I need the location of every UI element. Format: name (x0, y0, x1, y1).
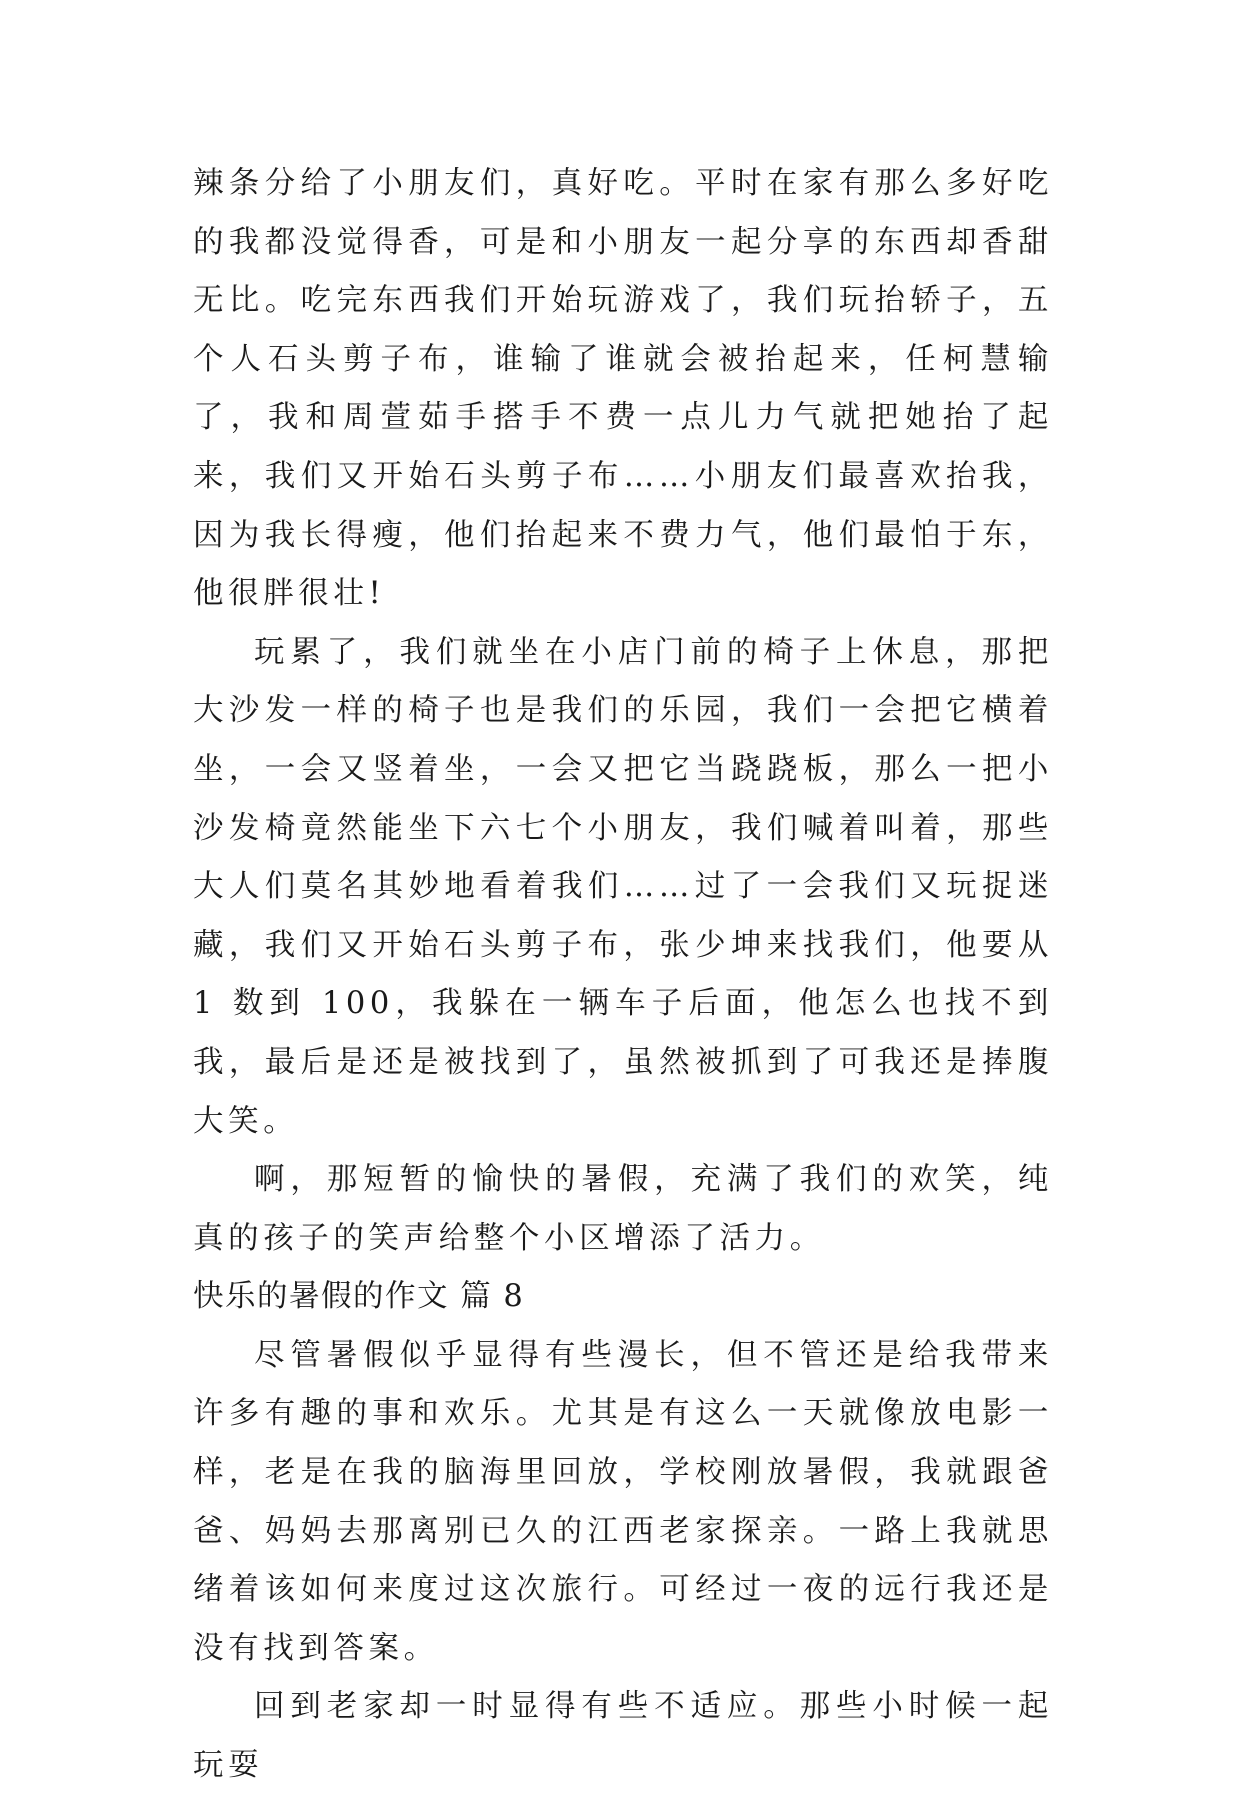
paragraph-1: 辣条分给了小朋友们，真好吃。平时在家有那么多好吃的我都没觉得香，可是和小朋友一起分享的东西却香甜无比。吃完东西我们开始玩游戏了，我们玩抬轿子，五个人石头剪子布，谁输了谁就会被抬起来，任柯慧输了，我和周萱茹手搭手不费一点儿力气就把她抬了起来，我们又开始石头剪子布……小朋友们最喜欢抬我，因为我长得瘦，他们抬起来不费力气，他们最怕于东，他很胖很壮! (193, 166, 1053, 612)
section-heading: 快乐的暑假的作文 篇 8 (193, 1279, 525, 1315)
document-page (193, 155, 1053, 1796)
paragraph-2: 玩累了，我们就坐在小店门前的椅子上休息，那把大沙发一样的椅子也是我们的乐园，我们一会把它横着坐，一会又竖着坐，一会又把它当跷跷板，那么一把小沙发椅竟然能坐下六七个小朋友，我们喊着叫着，那些大人们莫名其妙地看着我们……过了一会我们又玩捉迷藏，我们又开始石头剪子布，张少坤来找我们，他要从 1 数到 100，我躲在一辆车子后面，他怎么也找不到我，最后是还是被找到了，虽然被抓到了可我还是捧腹大笑。 (193, 634, 1053, 1139)
paragraph-4: 尽管暑假似乎显得有些漫长，但不管还是给我带来许多有趣的事和欢乐。尤其是有这么一天就像放电影一样，老是在我的脑海里回放，学校刚放暑假，我就跟爸爸、妈妈去那离别已久的江西老家探亲。一路上我就思绪着该如何来度过这次旅行。可经过一夜的远行我还是没有找到答案。 (193, 1337, 1053, 1666)
paragraph-5: 回到老家却一时显得有些不适应。那些小时候一起玩耍 (193, 1689, 1053, 1784)
paragraph-3: 啊，那短暂的愉快的暑假，充满了我们的欢笑，纯真的孩子的笑声给整个小区增添了活力。 (193, 1162, 1053, 1256)
